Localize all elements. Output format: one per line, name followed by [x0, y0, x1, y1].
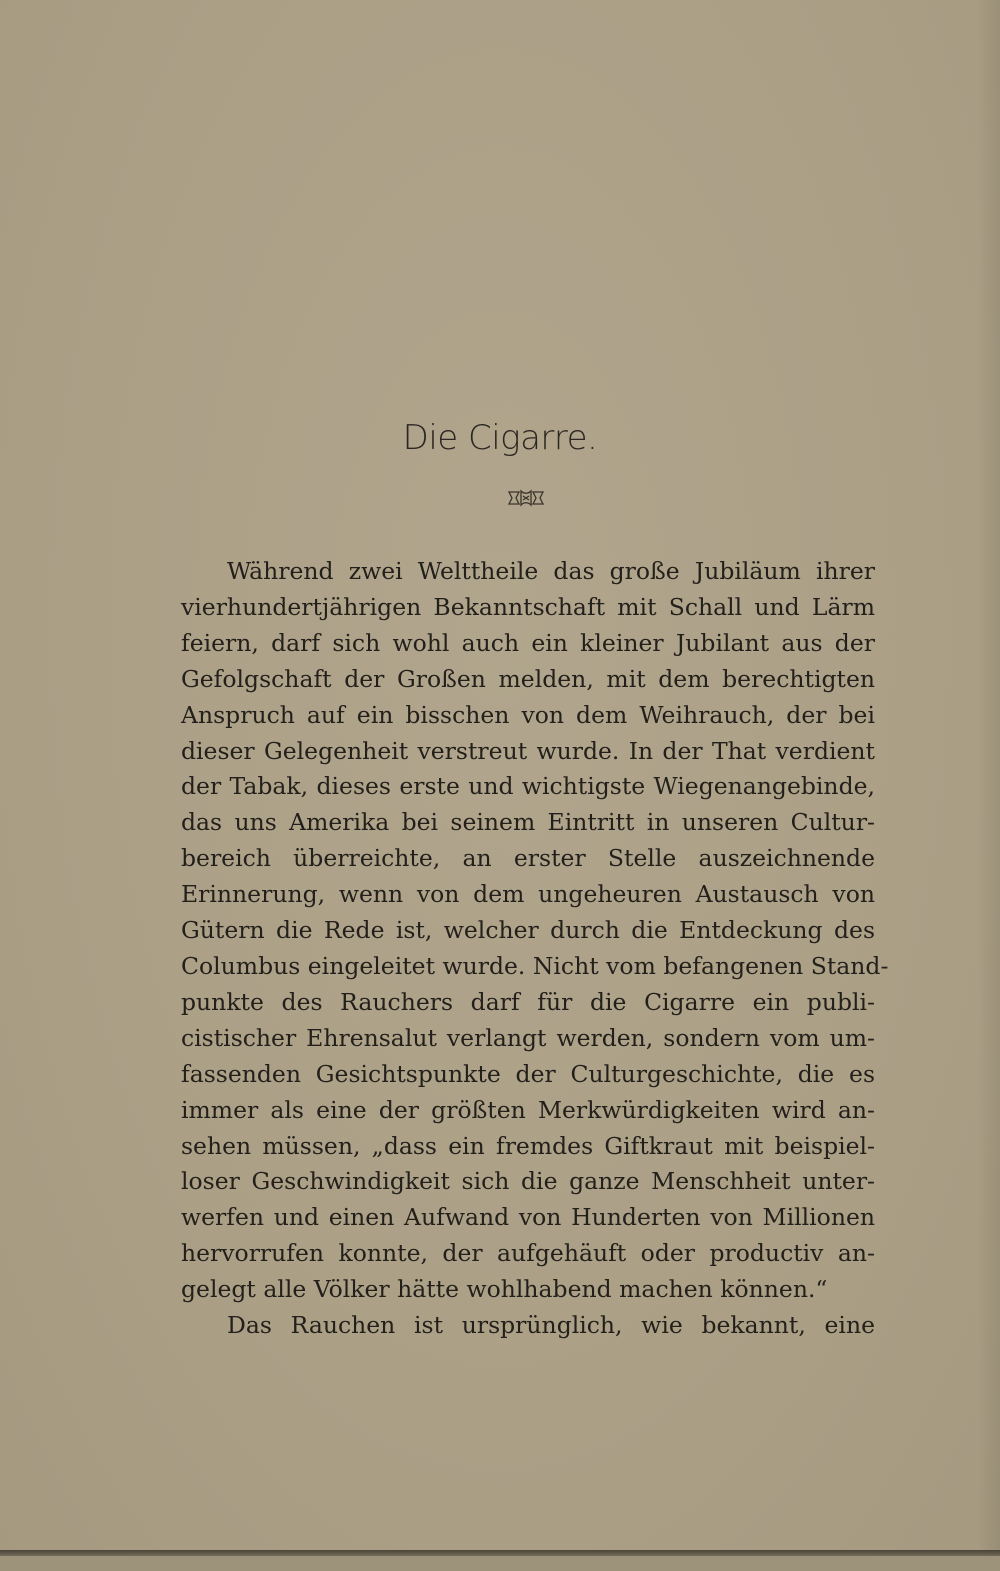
text-line: sehen müssen, „dass ein fremdes Giftkraut mit beispiel-: [181, 1131, 875, 1160]
text-line: Gefolgschaft der Großen melden, mit dem berechtigten: [181, 664, 875, 693]
text-line: das uns Amerika bei seinem Eintritt in unseren Cultur-: [181, 808, 875, 837]
text-line: hervorrufen konnte, der aufgehäuft oder productiv an-: [181, 1239, 875, 1268]
text-line: gelegt alle Völker hätte wohlhabend machen können.“: [181, 1275, 828, 1304]
page-edge-shadow: [978, 0, 1000, 1571]
text-line: vierhundertjährigen Bekanntschaft mit Schall und Lärm: [181, 592, 875, 621]
text-line: Columbus eingeleitet wurde. Nicht vom befangenen Stand-: [181, 951, 889, 980]
page-bottom-margin: [0, 1556, 1000, 1571]
text-line: feiern, darf sich wohl auch ein kleiner Jubilant aus der: [181, 628, 875, 657]
text-line: Erinnerung, wenn von dem ungeheuren Austausch von: [181, 880, 875, 909]
body-text: [181, 554, 889, 1344]
text-line: loser Geschwindigkeit sich die ganze Menschheit unter-: [181, 1167, 875, 1196]
text-line: Anspruch auf ein bisschen von dem Weihrauch, der bei: [181, 700, 875, 729]
text-line: cistischer Ehrensalut verlangt werden, sondern vom um-: [181, 1023, 875, 1052]
text-line: immer als eine der größten Merkwürdigkeiten wird an-: [181, 1095, 875, 1124]
text-line: der Tabak, dieses erste und wichtigste Wiegenangebinde,: [181, 772, 875, 801]
text-line: Während zwei Welttheile das große Jubiläum ihrer: [227, 557, 875, 585]
text-line: Das Rauchen ist ursprünglich, wie bekannt, eine: [227, 1311, 875, 1340]
text-line: werfen und einen Aufwand von Hunderten von Millionen: [181, 1203, 875, 1232]
text-line: Gütern die Rede ist, welcher durch die Entdeckung des: [181, 916, 875, 945]
text-line: fassenden Gesichtspunkte der Culturgeschichte, die es: [181, 1059, 875, 1088]
text-line: bereich überreichte, an erster Stelle auszeichnende: [181, 844, 875, 873]
text-line: punkte des Rauchers darf für die Cigarre ein publi-: [181, 987, 875, 1016]
text-line: dieser Gelegenheit verstreut wurde. In der That verdient: [181, 736, 875, 765]
chapter-title: Die Cigarre.: [402, 418, 598, 458]
ornament-icon: [507, 488, 545, 508]
